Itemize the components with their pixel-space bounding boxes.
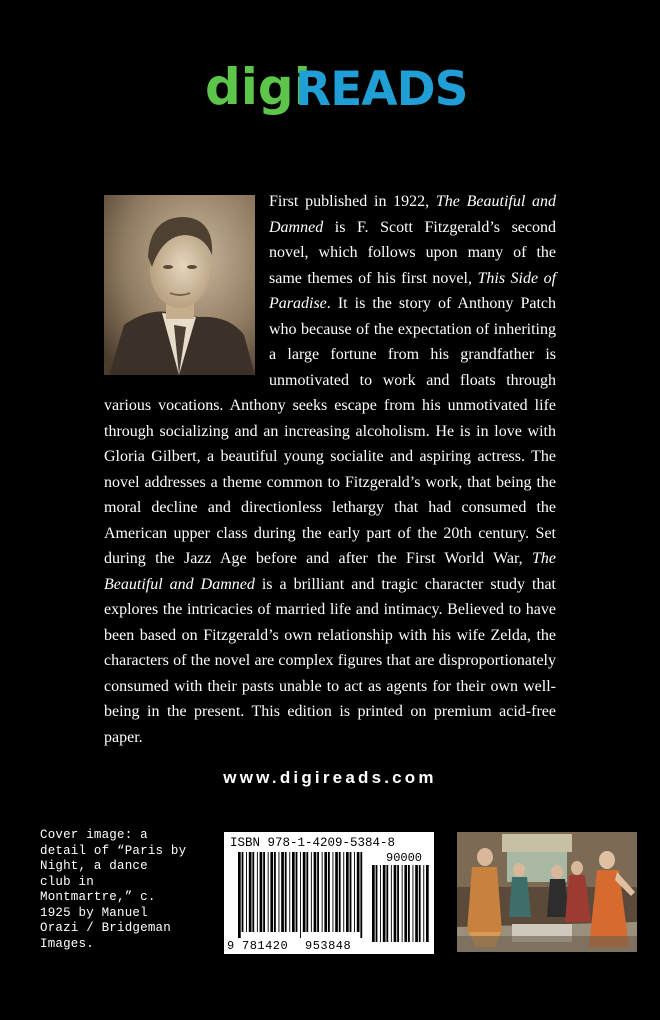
barcode-bar — [270, 852, 273, 932]
barcode-bar — [306, 852, 308, 932]
barcode-bar — [328, 852, 330, 932]
barcode-number-group2: 953848 — [305, 939, 352, 953]
description-text: is F. Scott Fitzgerald’s second novel, which follows upon many of the same themes of his first novel, — [269, 218, 556, 287]
barcode-bar — [339, 852, 341, 932]
barcode-bar — [274, 852, 276, 932]
description-text: is a brilliant and tragic character study that explores the intricacies of married life and intimacy. Believed to have been based on Fitzgerald’s own relationship with his wife Zelda, the characters of the novel are complex figures that are disproportionately consumed with their pasts unable to act as agents for their own well-being in the present. This edition is printed on premium acid-free paper. — [104, 575, 556, 746]
book-title-italic: The Beautiful and Damned — [269, 193, 557, 236]
barcode-bar — [260, 852, 263, 932]
barcode-bar — [413, 865, 414, 942]
barcode-bar — [335, 852, 338, 932]
barcode-bar — [246, 852, 247, 932]
barcode-bar — [391, 865, 392, 942]
barcode-bar — [242, 852, 244, 932]
barcode-bar — [343, 852, 344, 932]
barcode-bar — [357, 852, 360, 932]
barcode-bar — [423, 865, 424, 942]
first-novel-title-italic: This Side of Paradise — [269, 269, 557, 312]
description-text: . It is the story of Anthony Patch who because of the expectation of inheriting a large fortune from his grandfather is unmotivated to work and floats through various vocations. Anthony seeks escape from his unmotivated life through socializing and an increasing alcoholism. He is in love with Gloria Gilbert, a beautiful young socialite and aspiring actress. The novel addresses a theme common to Fitzgerald’s work, that being the moral decline and directionless lethargy that had consumed the American upper class during the early part of the 20th century. Set during the Jazz Age before and after the First World War, — [104, 295, 556, 567]
barcode-bar — [317, 852, 319, 932]
description-text: First published in 1922, — [269, 193, 436, 210]
book-title-italic: The Beautiful and Damned — [104, 550, 556, 593]
barcode-bars — [238, 852, 362, 938]
barcode-bar — [263, 852, 265, 932]
barcode-bar — [333, 852, 334, 932]
barcode-bar — [386, 865, 388, 942]
barcode-bar — [300, 852, 301, 938]
logo-prefix-text: digi — [205, 58, 311, 116]
barcode-bar — [404, 865, 407, 942]
barcode-bar — [408, 865, 410, 942]
website-url: www.digireads.com — [223, 768, 437, 787]
barcode-bar — [257, 852, 258, 932]
barcode-bar — [372, 865, 375, 942]
cover-artwork — [457, 832, 637, 952]
barcode-bar — [279, 852, 280, 932]
barcode-bar — [296, 852, 298, 932]
barcode-bar — [376, 865, 378, 942]
barcode-bar — [314, 852, 317, 932]
barcode-bar — [324, 852, 327, 932]
barcode-bar — [383, 865, 386, 942]
digireads-logo — [0, 48, 660, 118]
isbn-label: ISBN 978-1-4209-5384-8 — [230, 836, 396, 850]
barcode-bar — [402, 865, 403, 942]
barcode-bar — [350, 852, 352, 932]
logo-suffix-text: READS — [295, 62, 468, 117]
barcode-bar — [426, 865, 429, 942]
barcode-bar — [289, 852, 290, 932]
barcode-bar — [249, 852, 252, 932]
barcode-number-group1: 781420 — [242, 939, 289, 953]
barcode-bar — [360, 852, 362, 938]
barcode-bar — [415, 865, 418, 942]
barcode-bar — [238, 852, 241, 938]
barcode-bar — [380, 865, 381, 942]
barcode-bar — [285, 852, 287, 932]
barcode-bar — [311, 852, 312, 932]
barcode-bar — [303, 852, 306, 932]
barcode-bar — [419, 865, 421, 942]
barcode-bar — [354, 852, 355, 932]
book-description — [104, 189, 556, 750]
barcode-bar — [346, 852, 349, 932]
barcode-number-first: 9 — [227, 939, 235, 953]
barcode-bar — [281, 852, 284, 932]
barcode-bar — [394, 865, 397, 942]
barcode-bar — [397, 865, 399, 942]
isbn-barcode — [224, 832, 434, 954]
addon-barcode-bars — [372, 865, 429, 942]
barcode-bar — [268, 852, 269, 932]
barcode-bar — [292, 852, 295, 932]
cover-image-credit: Cover image: a detail of “Paris by Night, a dance club in Montmartre,” c. 1925 by Manuel Orazi / Bridgeman Images. — [40, 828, 187, 951]
barcode-bar — [322, 852, 323, 932]
price-code-label: 90000 — [386, 851, 423, 865]
barcode-bar — [252, 852, 254, 932]
